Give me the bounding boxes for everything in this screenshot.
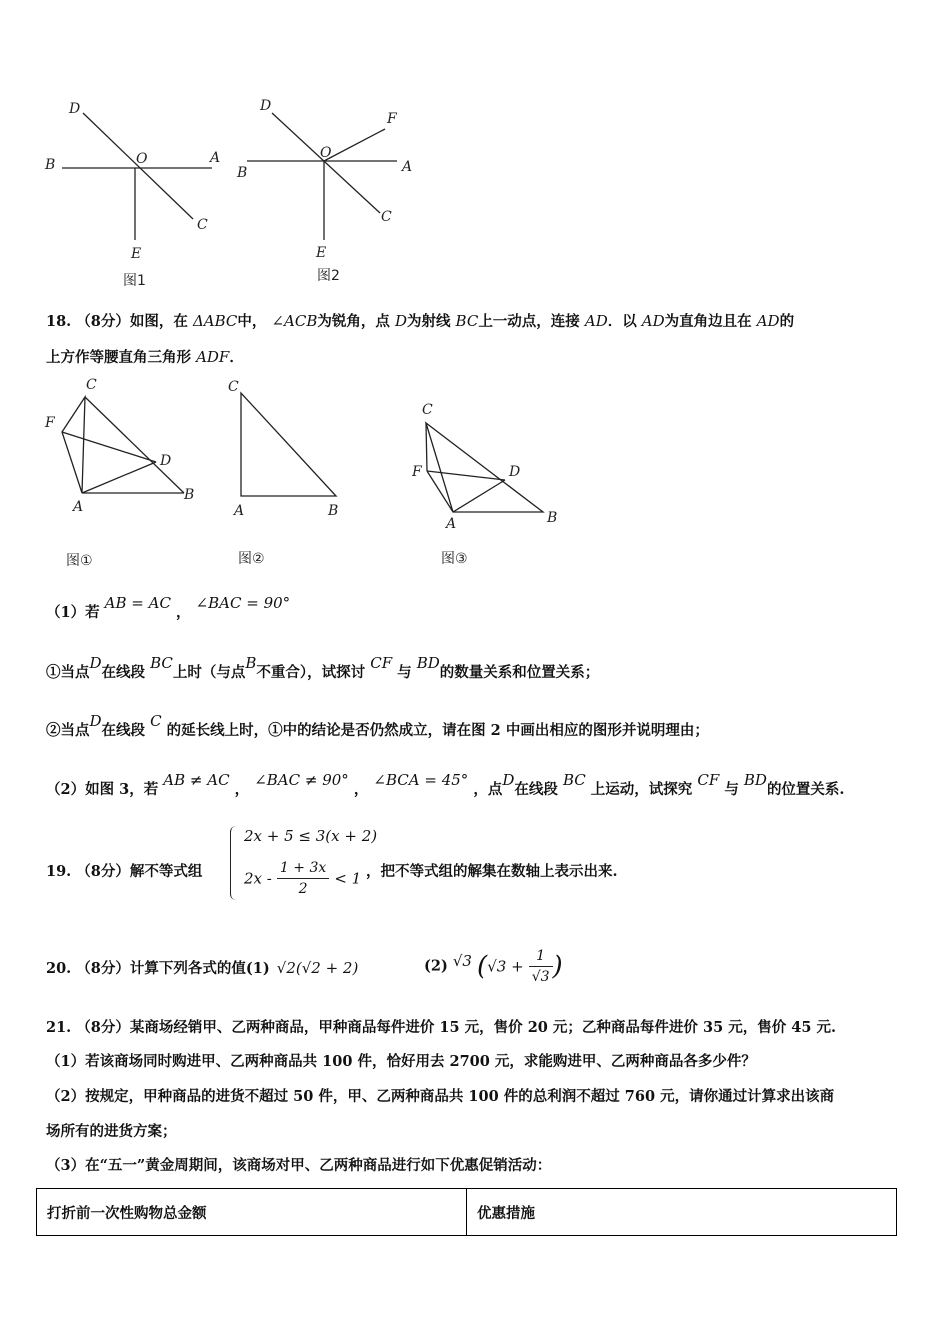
q18-math: AB = AC [104,594,171,612]
q21-number: 21. [46,1019,72,1036]
line-OF [324,129,385,161]
q18-text: （1）若 [46,604,100,621]
q18-text: ②当点 [46,722,90,739]
figure-caption: 图1 [123,273,146,289]
q18-text: （2）如图 3，若 [46,781,159,798]
line-DC [272,113,380,213]
line-FA [427,471,453,512]
q18-text: 不重合），试探讨 [256,664,366,681]
q18-math: BC [562,771,586,789]
q18-text: 中， [237,313,267,330]
label-B: B [45,157,56,173]
q18-text: ． [229,349,244,366]
q18-figure-3-svg [408,398,568,573]
q18-text: ， [353,781,369,798]
q18-text: ， [234,781,250,798]
q18-math: CF [697,771,720,789]
q18-text: ，点 [473,781,503,798]
q18-text: 与 [724,781,739,798]
label-B: B [547,510,558,526]
line-CF [426,423,427,471]
q20-number: 20. [46,960,72,977]
q18-text: 为射线 [406,313,451,330]
q21-text: 某商场经销甲、乙两种商品，甲种商品每件进价 15 元，售价 20 元；乙种商品每件进价 35 元，售价 45 元. [129,1019,837,1036]
q18-math: ∠ACB [271,312,318,330]
figure-caption: 图2 [317,268,340,284]
q18-text: 的数量关系和位置关系； [439,664,600,681]
q20-part2 [424,946,563,992]
q21-score: （8分） [76,1019,130,1036]
table-header-cell: 打折前一次性购物总金额 [37,1189,467,1236]
label-B: B [237,165,248,181]
figure-1-svg [40,95,230,295]
label-F: F [387,111,397,127]
line-FD [427,471,505,480]
q19-score: （8分） [76,863,130,880]
label-D: D [509,464,521,480]
figure-2-svg [232,95,422,295]
q20-expr2-sqrt: √3 [452,951,472,970]
label-A: A [446,516,457,532]
q18-text: 在线段 [514,781,558,798]
q18-line2 [46,347,244,368]
label-O: O [320,145,332,161]
triangle-CAB [241,393,336,496]
q18-math: D [502,771,515,789]
label-C: C [422,402,433,418]
q18-math: D [89,654,102,672]
triangle-CAB [426,423,543,512]
q18-score: （8分） [76,313,130,330]
q18-math: BC [150,654,173,672]
q18-case1 [46,654,600,683]
line-FD [62,432,156,462]
label-B: B [184,487,195,503]
q20-part2-label: (2) [424,957,448,975]
q18-math: BD [743,771,767,789]
q21-line1 [46,1018,836,1038]
q18-text: ．以 [607,313,637,330]
q18-text: 上一动点，连接 [478,313,580,330]
q18-math: CF [370,654,393,672]
ineq2-pre: 2x - [244,869,272,888]
label-C: C [228,379,239,395]
label-D: D [69,101,81,117]
q18-text: 上运动，试探究 [590,781,693,798]
triangle-CFA [62,397,85,493]
q18-math: AD [756,312,780,330]
q20-paren-open: ( [477,951,488,982]
q19-line [46,862,202,882]
label-C: C [86,377,97,393]
q21-part2-line1: （2）按规定，甲种商品的进货不超过 50 件，甲、乙两种商品共 100 件的总利润不超过 760 元，请你通过计算求出该商 [46,1088,835,1105]
q18-text: ， [176,604,191,621]
q19-number: 19. [46,863,72,880]
label-B: B [328,503,339,519]
q18-text: 为锐角，点 [317,313,390,330]
q18-text: 与 [397,664,412,681]
label-F: F [412,464,422,480]
q18-number: 18. [46,313,72,330]
q18-text: 在线段 [101,722,146,739]
q18-figure-1 [40,375,210,575]
q18-math: B [245,654,257,672]
q18-math: ∠BCA = 45° [373,771,469,789]
q18-math: AB ≠ AC [163,771,230,789]
q18-math: AD [641,312,665,330]
q21-part2-line2: 场所有的进货方案； [46,1123,177,1140]
figure-1-top [40,95,230,295]
q18-figure-2 [220,375,360,575]
fraction-numerator: 1 [529,946,553,967]
line-CB [85,397,184,493]
q18-math: AD [584,312,608,330]
label-O: O [136,151,148,167]
label-C: C [197,217,208,233]
q18-text: 在线段 [101,664,146,681]
q20-expr2-term: √3 + [487,957,524,976]
q18-math: BD [416,654,440,672]
table-header-cell: 优惠措施 [467,1189,897,1236]
label-D: D [160,453,172,469]
label-C: C [381,209,392,225]
figure-caption: 图① [66,553,93,569]
q21-part1: （1）若该商场同时购进甲、乙两种商品共 100 件，恰好用去 2700 元，求能购进甲、乙两种商品各多少件？ [46,1053,756,1070]
label-A: A [73,499,84,515]
q18-figure-3 [408,398,568,573]
q18-math: ADF [196,348,230,366]
label-A: A [402,159,413,175]
ineq2-fraction [277,858,329,899]
q20-fraction [529,946,553,987]
inequality-2 [244,858,361,904]
q18-math: ∠BAC ≠ 90° [254,771,349,789]
inequality-brace [230,826,239,900]
fraction-numerator: 1 + 3x [277,858,329,879]
label-F: F [45,415,55,431]
q20-line [46,958,358,979]
q18-line1 [46,311,794,332]
fraction-denominator: 2 [298,881,308,897]
ineq2-post: < 1 [334,869,362,888]
label-A: A [234,503,245,519]
table-row [37,1189,897,1236]
line-AD [453,480,505,512]
q20-paren-close: ) [552,951,563,982]
q18-figure-2-svg [220,375,360,575]
q18-part2 [46,771,845,800]
q18-math: ∠BAC = 90° [195,594,291,612]
q18-text: 上方作等腰直角三角形 [46,349,191,366]
inequality-1: 2x + 5 ≤ 3(x + 2) [244,827,378,845]
q18-text: 的位置关系. [766,781,845,798]
q21-part3: （3）在“五一”黄金周期间，该商场对甲、乙两种商品进行如下优惠促销活动： [46,1157,552,1174]
promo-table [36,1188,897,1236]
q18-math: ΔABC [192,312,238,330]
label-A: A [210,150,221,166]
q18-part1 [46,594,291,623]
label-E: E [131,246,142,262]
q20-expr1: √2(√2 + 2) [276,959,359,977]
q18-text: 的 [779,313,795,330]
q18-math: BC [455,312,479,330]
fraction-denominator: √3 [531,969,550,985]
q20-score: （8分） [76,960,130,977]
figure-2-top [232,95,422,295]
q18-text: 上时（与点 [172,664,246,681]
q18-math: C [150,712,162,730]
q18-figure-1-svg [40,375,210,575]
q18-case2 [46,712,709,741]
q19-text: 解不等式组 [129,863,203,880]
q18-text: 的延长线上时，①中的结论是否仍然成立，请在图 2 中画出相应的图形并说明理由； [166,722,709,739]
q19-text-after: ，把不等式组的解集在数轴上表示出来. [366,863,618,880]
label-D: D [260,98,272,114]
q18-text: 如图，在 [129,313,188,330]
q18-text: 为直角边且在 [664,313,752,330]
figure-caption: 图③ [441,551,468,567]
q20-text: 计算下列各式的值(1) [129,960,270,977]
figure-caption: 图② [238,551,265,567]
line-AD [82,462,156,493]
q18-math: D [89,712,102,730]
q18-math: D [394,312,407,330]
label-E: E [316,245,327,261]
q18-text: ①当点 [46,664,90,681]
